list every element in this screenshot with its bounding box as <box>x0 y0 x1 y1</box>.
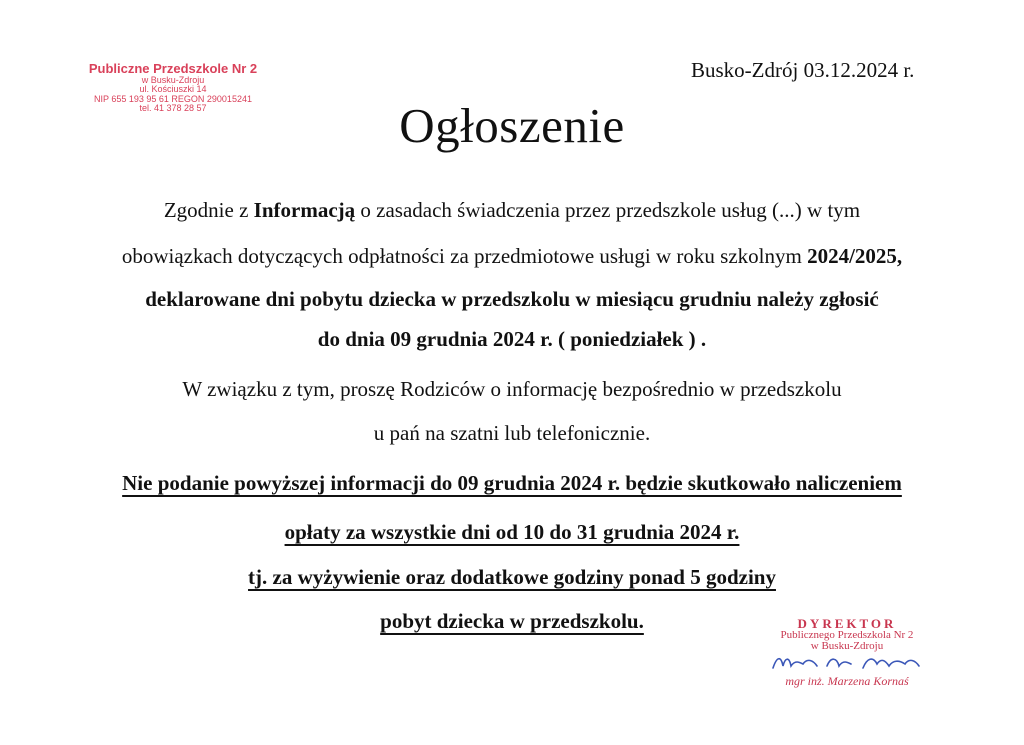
paragraph1-line3: deklarowane dni pobytu dziecka w przedszkolu w miesiącu grudniu należy zgłosić <box>145 287 879 311</box>
p1-l1-post: o zasadach świadczenia przez przedszkole usług (...) w tym <box>355 198 861 222</box>
p1-l1-bold: Informacją <box>253 198 356 222</box>
notice-line2: opłaty za wszystkie dni od 10 do 31 grudnia 2024 r. <box>284 520 740 544</box>
paragraph2-line2: u pań na szatni lub telefonicznie. <box>373 421 651 445</box>
director-stamp <box>762 617 932 687</box>
notice-line3: tj. za wyżywienie oraz dodatkowe godziny ponad 5 godziny <box>248 565 776 589</box>
director-stamp-city: w Busku-Zdroju <box>810 640 884 652</box>
document-title: Ogłoszenie <box>399 98 625 153</box>
notice-line4: pobyt dziecka w przedszkolu. <box>380 609 644 633</box>
p1-l1-pre: Zgodnie z <box>163 198 254 222</box>
notice-line1: Nie podanie powyższej informacji do 09 grudnia 2024 r. będzie skutkowało naliczeniem <box>122 471 902 495</box>
signature-image <box>767 652 927 674</box>
p1-l2-bold: 2024/2025, <box>807 244 903 268</box>
stamp-phone: tel. 41 378 28 57 <box>139 102 207 113</box>
stamp-nip-regon: NIP 655 193 95 61 REGON 290015241 <box>94 93 252 104</box>
place-and-date: Busko-Zdrój 03.12.2024 r. <box>691 58 915 82</box>
stamp-street: ul. Kościuszki 14 <box>139 84 207 95</box>
stamp-city: w Busku-Zdroju <box>141 74 205 85</box>
paragraph1-line4: do dnia 09 grudnia 2024 r. ( poniedziałek ) . <box>317 327 707 351</box>
p1-l2-pre: obowiązkach dotyczących odpłatności za przedmiotowe usługi w roku szkolnym <box>121 244 808 268</box>
paragraph1-line1 <box>0 198 1024 223</box>
stamp-school-name: Publiczne Przedszkole Nr 2 <box>88 61 258 76</box>
director-stamp-title: DYREKTOR <box>797 616 897 631</box>
paragraph1-line2 <box>0 244 1024 269</box>
paragraph2-line1: W związku z tym, proszę Rodziców o informację bezpośrednio w przedszkolu <box>182 377 842 401</box>
director-stamp-institution: Publicznego Przedszkola Nr 2 <box>780 629 914 641</box>
director-name: mgr inż. Marzena Kornaś <box>785 674 909 688</box>
